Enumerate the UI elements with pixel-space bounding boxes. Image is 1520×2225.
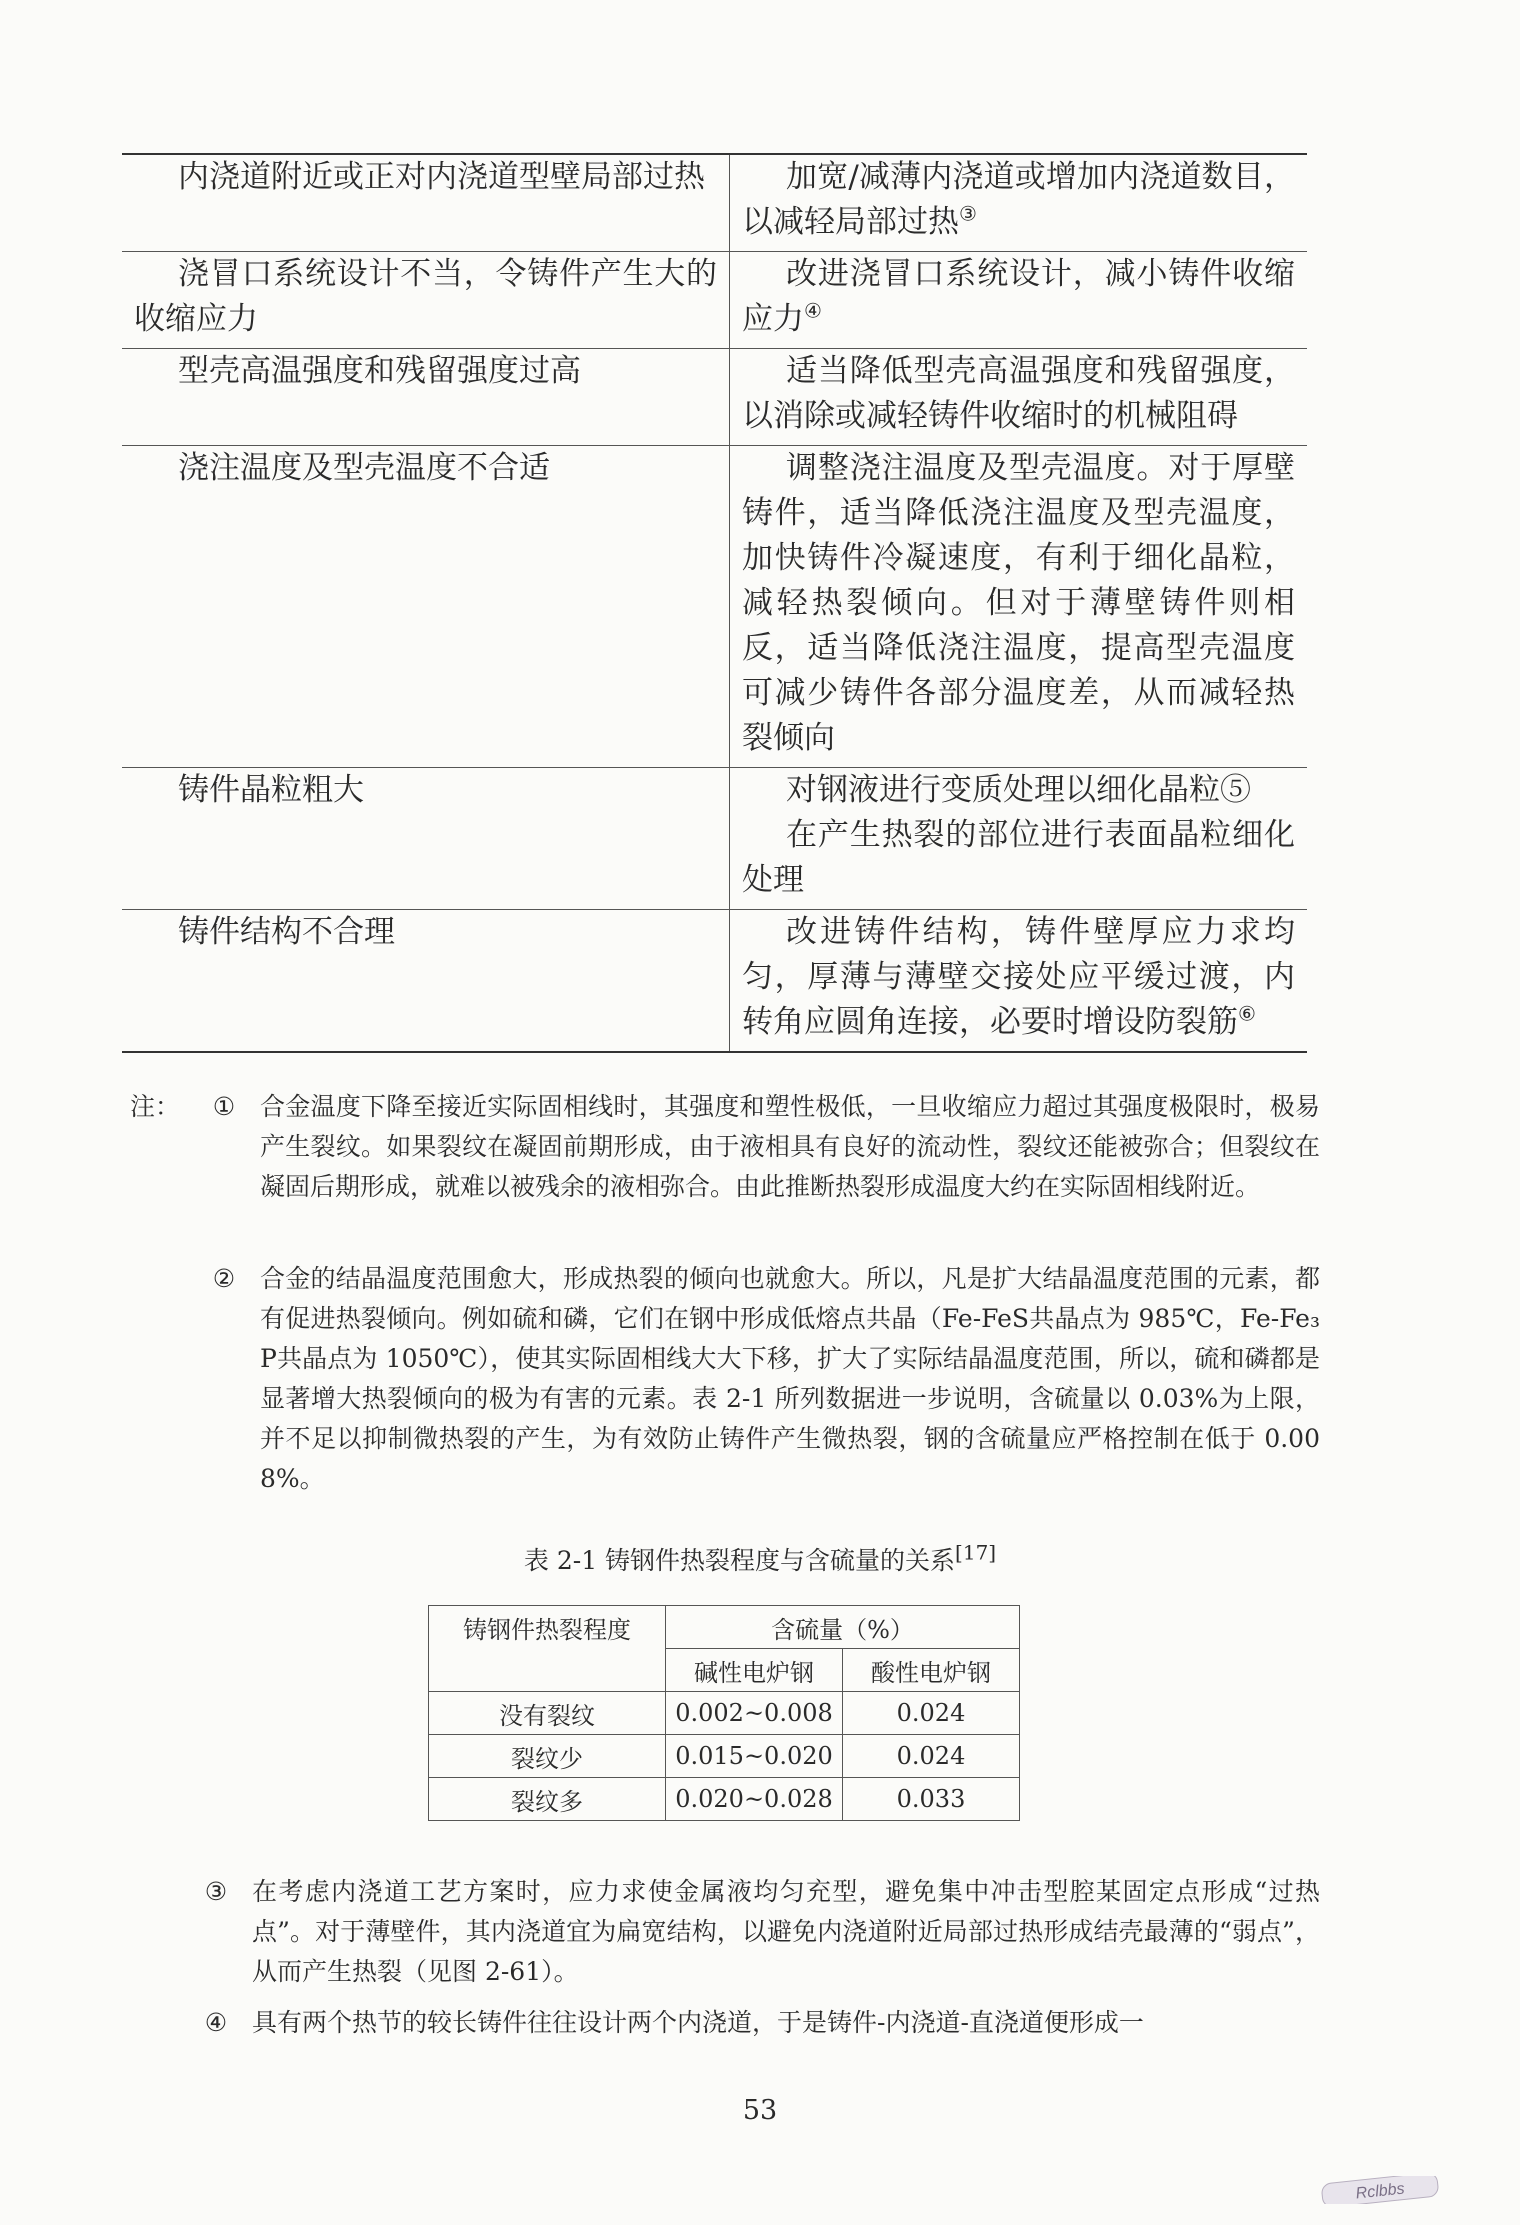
cause-cell: 浇注温度及型壳温度不合适	[122, 446, 730, 768]
page-number: 53	[742, 2095, 778, 2126]
footnote-ref: ③	[959, 201, 977, 226]
remedy-cell: 改进浇冒口系统设计，减小铸件收缩应力④	[730, 252, 1308, 349]
table-row	[122, 910, 1307, 1053]
note-1: ① 合金温度下降至接近实际固相线时，其强度和塑性极低，一旦收缩应力超过其强度极限时，极易产生裂纹。如果裂纹在凝固前期形成，由于液相具有良好的流动性，裂纹还能被弥合；但裂纹在凝固后期形成，就难以被残余的液相弥合。由此推断热裂形成温度大约在实际固相线附近。	[212, 1092, 1320, 1201]
cause-cell: 铸件晶粒粗大	[122, 768, 730, 910]
remedy-cell: 对钢液进行变质处理以细化晶粒⑤ 在产生热裂的部位进行表面晶粒细化处理	[730, 768, 1308, 910]
remedy-cell: 加宽/减薄内浇道或增加内浇道数目，以减轻局部过热③	[730, 154, 1308, 252]
footnote-ref: ④	[804, 298, 822, 323]
table-row	[122, 349, 1307, 446]
header-acid-steel: 酸性电炉钢	[843, 1649, 1020, 1692]
cause-cell: 型壳高温强度和残留强度过高	[122, 349, 730, 446]
table-row	[122, 446, 1307, 768]
header-crack-degree: 铸钢件热裂程度	[429, 1606, 666, 1692]
note-4: ④ 具有两个热节的较长铸件往往设计两个内浇道，于是铸件-内浇道-直浇道便形成一	[204, 2008, 1144, 2037]
cause-cell: 内浇道附近或正对内浇道型壁局部过热	[178, 159, 705, 195]
table-row	[122, 768, 1307, 910]
remedy-cell: 调整浇注温度及型壳温度。对于厚壁铸件，适当降低浇注温度及型壳温度，加快铸件冷凝速度，有利于细化晶粒，减轻热裂倾向。但对于薄壁铸件则相反，适当降低浇注温度，提高型壳温度可减少铸件各部分温度差，从而减轻热裂倾向	[730, 446, 1308, 768]
cause-remedy-table	[122, 153, 1307, 1053]
footnote-ref: ⑥	[1238, 1001, 1256, 1026]
cause-cell: 铸件结构不合理	[122, 910, 730, 1053]
svg-text:Rclbbs: Rclbbs	[1354, 2180, 1406, 2203]
remedy-cell: 改进铸件结构，铸件壁厚应力求均匀，厚薄与薄壁交接处应平缓过渡，内转角应圆角连接，必要时增设防裂筋⑥	[730, 910, 1308, 1053]
table-row	[122, 154, 1307, 252]
cause-cell: 浇冒口系统设计不当，令铸件产生大的收缩应力	[122, 252, 730, 349]
note-2: ② 合金的结晶温度范围愈大，形成热裂的倾向也就愈大。所以，凡是扩大结晶温度范围的元素，都有促进热裂倾向。例如硫和磷，它们在钢中形成低熔点共晶（Fe-FeS共晶点为 985℃，Fe-Fe₃P共晶点为 1050℃），使其实际固相线大大下移，扩大了实际结晶温度范围，所以，硫和磷都是显著增大热裂倾向的极为有害的元素。表 2-1 所列数据进一步说明，含硫量以 0.03%为上限，并不足以抑制微热裂的产生，为有效防止铸件产生微热裂，钢的含硫量应严格控制在低于 0.008%。	[212, 1264, 1320, 1493]
table-row: 没有裂纹 0.002~0.008 0.024	[429, 1692, 1020, 1735]
note-3: ③ 在考虑内浇道工艺方案时，应力求使金属液均匀充型，避免集中冲击型腔某固定点形成“过热点”。对于薄壁件，其内浇道宜为扁宽结构，以避免内浇道附近局部过热形成结壳最薄的“弱点”，从而产生热裂（见图 2-61）。	[204, 1877, 1320, 1986]
remedy-cell: 适当降低型壳高温强度和残留强度，以消除或减轻铸件收缩时的机械阻碍	[730, 349, 1308, 446]
table-2-1-caption: 表 2-1 铸钢件热裂程度与含硫量的关系[17]	[523, 1540, 997, 1575]
sulfur-content-table	[428, 1605, 1020, 1821]
notes-label: 注：	[130, 1092, 181, 1121]
table-row	[122, 252, 1307, 349]
table-row: 裂纹少 0.015~0.020 0.024	[429, 1735, 1020, 1778]
header-sulfur-content: 含硫量（%）	[666, 1606, 1020, 1649]
header-basic-steel: 碱性电炉钢	[666, 1649, 843, 1692]
table-row: 裂纹多 0.020~0.028 0.033	[429, 1778, 1020, 1821]
watermark-logo	[1320, 2176, 1440, 2204]
